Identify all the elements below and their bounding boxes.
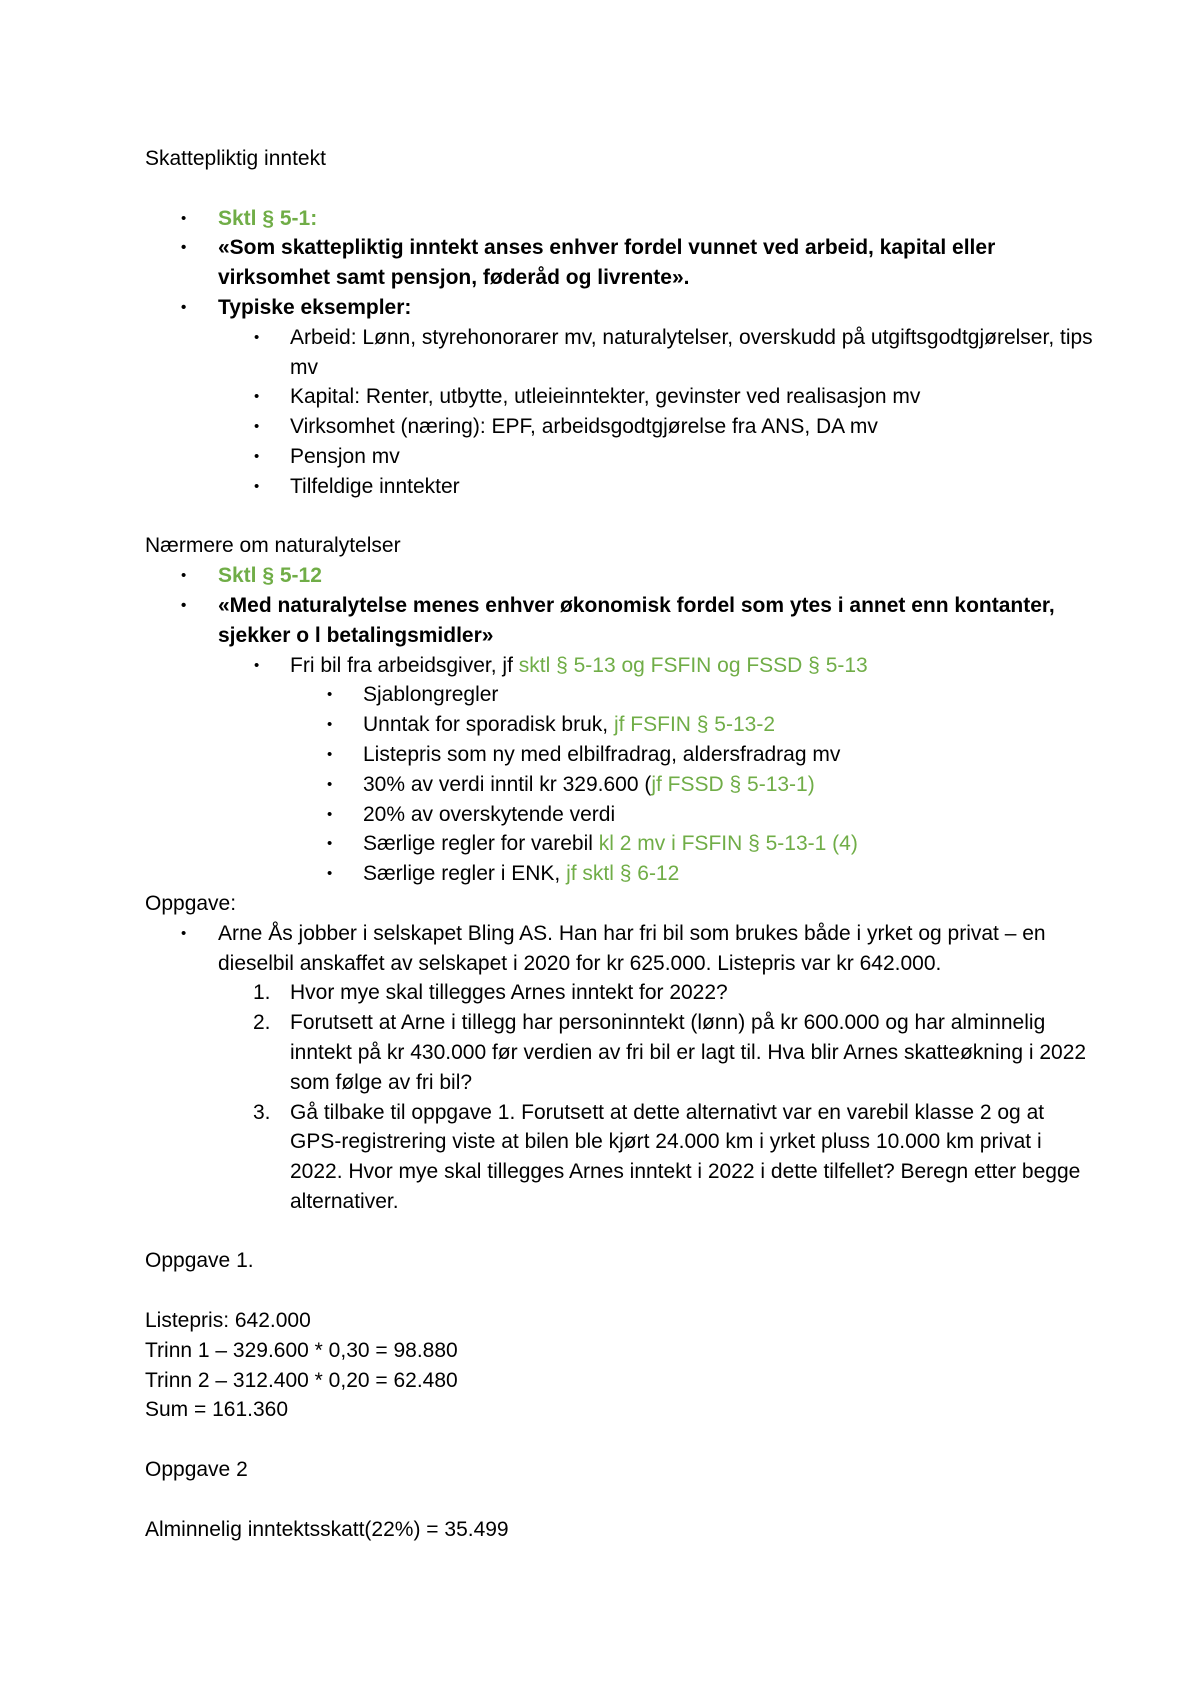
bullet-dot-icon: • xyxy=(181,209,187,227)
calc-line: Sum = 161.360 xyxy=(145,1398,289,1422)
bullet-dot-icon: • xyxy=(181,596,187,614)
question-text: Gå tilbake til oppgave 1. Forutsett at dette alternativt var en varebil klasse 2 og at GPS-registrering viste at bilen ble kjørt 24.000 km i yrket pluss 10.000 km privat i 2022. Hvor mye skal tillegges Arnes inntekt i 2022 i dette tilfellet? Beregn etter begge alternativer. xyxy=(290,1100,1081,1213)
answer1-title: Oppgave 1. xyxy=(145,1249,254,1273)
definition-quote: «Som skattepliktig inntekt anses enhver fordel vunnet ved arbeid, kapital eller virksomhet samt pensjon, føderåd og livrente». xyxy=(218,236,996,290)
example-text: Virksomhet (næring): EPF, arbeidsgodtgjørelse fra ANS, DA mv xyxy=(290,415,878,439)
list-item-rule xyxy=(145,829,1095,859)
list-item-example xyxy=(145,382,1095,412)
list-item-example xyxy=(145,412,1095,442)
rule-text: 30% av verdi inntil kr 329.600 ( xyxy=(363,772,652,796)
question-number: 1. xyxy=(253,981,271,1005)
bullet-dot-icon: • xyxy=(254,477,260,495)
bullet-dot-icon: • xyxy=(181,567,187,585)
example-text: Arbeid: Lønn, styrehonorarer mv, naturalytelser, overskudd på utgiftsgodtgjørelser, tips mv xyxy=(290,325,1093,379)
document-body xyxy=(145,144,1095,1544)
law-reference: kl 2 mv i FSFIN § 5-13-1 (4) xyxy=(598,832,858,856)
calc-line: Alminnelig inntektsskatt(22%) = 35.499 xyxy=(145,1517,509,1541)
list-item-example xyxy=(145,323,1095,383)
list-item-example xyxy=(145,472,1095,502)
examples-label: Typiske eksempler: xyxy=(218,295,412,319)
task-intro-text: Arne Ås jobber i selskapet Bling AS. Han har fri bil som brukes både i yrket og privat – en dieselbil anskaffet av selskapet i 2020 for kr 625.000. Listepris var kr 642.000. xyxy=(218,921,1046,975)
law-reference: Sktl § 5-1: xyxy=(218,206,318,230)
answer2-title: Oppgave 2 xyxy=(145,1458,248,1482)
list-item-rule xyxy=(145,710,1095,740)
rule-text: Listepris som ny med elbilfradrag, aldersfradrag mv xyxy=(363,742,841,766)
list-item-free-car xyxy=(145,651,1095,681)
law-reference: sktl § 5-13 og FSFIN og FSSD § 5-13 xyxy=(518,653,868,677)
list-item-question xyxy=(145,978,1095,1008)
rule-text: Særlige regler for varebil xyxy=(363,832,599,856)
list-item-question xyxy=(145,1008,1095,1097)
list-item-definition-quote xyxy=(145,233,1095,293)
section-title-skattepliktig-inntekt: Skattepliktig inntekt xyxy=(145,147,326,170)
law-reference: jf FSFIN § 5-13-2 xyxy=(613,713,776,737)
bullet-dot-icon: • xyxy=(327,775,333,793)
bullet-dot-icon: • xyxy=(181,298,187,316)
bullet-dot-icon: • xyxy=(181,239,187,257)
list-item-example xyxy=(145,442,1095,472)
list-item-task-intro xyxy=(145,919,1095,979)
law-reference: jf sktl § 6-12 xyxy=(566,862,680,886)
bullet-dot-icon: • xyxy=(327,686,333,704)
list-item-sktl-ref xyxy=(145,204,1095,234)
list-item-sktl-ref xyxy=(145,561,1095,591)
question-number: 3. xyxy=(253,1100,271,1124)
calc-line: Trinn 2 – 312.400 * 0,20 = 62.480 xyxy=(145,1368,458,1392)
bullet-dot-icon: • xyxy=(327,835,333,853)
bullet-dot-icon: • xyxy=(181,924,187,942)
calc-line: Listepris: 642.000 xyxy=(145,1309,311,1333)
question-text: Hvor mye skal tillegges Arnes inntekt for 2022? xyxy=(290,981,728,1005)
list-item-definition-quote xyxy=(145,591,1095,651)
rule-text: Sjablongregler xyxy=(363,683,499,707)
bullet-dot-icon: • xyxy=(254,388,260,406)
calc-line: Trinn 1 – 329.600 * 0,30 = 98.880 xyxy=(145,1338,458,1362)
list-item-rule xyxy=(145,800,1095,830)
task-title: Oppgave: xyxy=(145,891,237,915)
law-reference: Sktl § 5-12 xyxy=(218,564,322,588)
list-item-rule xyxy=(145,740,1095,770)
list-item-rule xyxy=(145,859,1095,889)
rule-text: Unntak for sporadisk bruk, xyxy=(363,713,614,737)
bullet-dot-icon: • xyxy=(327,865,333,883)
list-item-rule xyxy=(145,770,1095,800)
rule-text: 20% av overskytende verdi xyxy=(363,802,616,826)
bullet-dot-icon: • xyxy=(327,716,333,734)
bullet-dot-icon: • xyxy=(327,745,333,763)
list-item-rule xyxy=(145,680,1095,710)
list-item-question xyxy=(145,1098,1095,1217)
bullet-dot-icon: • xyxy=(254,447,260,465)
bullet-dot-icon: • xyxy=(254,418,260,436)
bullet-dot-icon: • xyxy=(327,805,333,823)
list-item-examples-label xyxy=(145,293,1095,323)
free-car-text: Fri bil fra arbeidsgiver, jf xyxy=(290,653,519,677)
example-text: Tilfeldige inntekter xyxy=(290,474,460,498)
definition-quote: «Med naturalytelse menes enhver økonomisk fordel som ytes i annet enn kontanter, sjekker o l betalingsmidler» xyxy=(218,593,1055,647)
bullet-dot-icon: • xyxy=(254,328,260,346)
section-title-naturalytelser: Nærmere om naturalytelser xyxy=(145,534,401,558)
law-reference: jf FSSD § 5-13-1) xyxy=(651,772,815,796)
question-number: 2. xyxy=(253,1011,271,1035)
example-text: Kapital: Renter, utbytte, utleieinntekter, gevinster ved realisasjon mv xyxy=(290,385,921,409)
bullet-dot-icon: • xyxy=(254,656,260,674)
rule-text: Særlige regler i ENK, xyxy=(363,862,567,886)
question-text: Forutsett at Arne i tillegg har personinntekt (lønn) på kr 600.000 og har alminnelig inntekt på kr 430.000 før verdien av fri bil er lagt til. Hva blir Arnes skatteøkning i 2022 som følge av fri bil? xyxy=(290,1011,1087,1094)
example-text: Pensjon mv xyxy=(290,444,400,468)
